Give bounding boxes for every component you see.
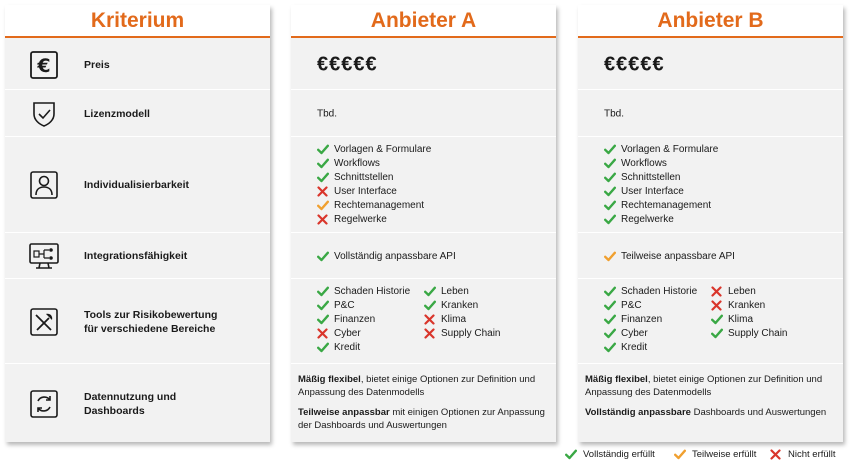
provider-a-customization-cell xyxy=(291,138,556,233)
legend-partial-label: Teilweise erfüllt xyxy=(692,449,757,460)
check-full-icon xyxy=(604,314,621,325)
customization-list xyxy=(317,142,431,226)
list-item-label: Regelwerke xyxy=(334,213,387,225)
list-item xyxy=(317,284,410,298)
data-paragraph-2 xyxy=(585,406,837,419)
list-item xyxy=(711,312,787,326)
criterion-label: Integrationsfähigkeit xyxy=(84,249,188,262)
check-full-icon xyxy=(604,342,621,353)
criterion-label-line1: Datennutzung und xyxy=(84,390,177,403)
data-paragraph-2-text: mit einigen Optionen zur Anpassung der Dashboards und Auswertungen xyxy=(298,407,545,432)
cross-icon xyxy=(317,186,334,197)
criterion-label: Lizenzmodell xyxy=(84,107,150,120)
check-full-icon xyxy=(604,214,621,225)
data-paragraph-1-bold: Mäßig flexibel xyxy=(298,374,361,385)
list-item xyxy=(604,212,718,226)
check-full-icon xyxy=(604,158,621,169)
cross-icon xyxy=(711,300,728,311)
tools-list-left xyxy=(317,284,410,354)
list-item xyxy=(711,298,787,312)
check-full-icon xyxy=(317,158,334,169)
list-item-label: P&C xyxy=(621,299,642,311)
criterion-row-license xyxy=(5,91,270,137)
list-item-label: Supply Chain xyxy=(728,327,788,339)
list-item xyxy=(711,326,787,340)
cross-icon xyxy=(317,328,334,339)
list-item xyxy=(604,312,697,326)
list-item-label: User Interface xyxy=(621,185,684,197)
legend-partial xyxy=(674,449,756,460)
cross-icon xyxy=(424,328,441,339)
list-item-label: Finanzen xyxy=(334,313,376,325)
criterion-label: Preis xyxy=(84,58,110,71)
criterion-column xyxy=(5,5,270,442)
data-paragraph-2-text: Dashboards und Auswertungen xyxy=(690,407,827,418)
license-value: Tbd. xyxy=(317,108,338,119)
check-full-icon xyxy=(317,144,334,155)
list-item xyxy=(317,340,410,354)
tools-list-left xyxy=(604,284,697,354)
list-item xyxy=(317,142,431,156)
criterion-row-customization xyxy=(5,138,270,233)
provider-b-header: Anbieter B xyxy=(578,5,843,38)
price-value: €€€€€ xyxy=(317,53,378,75)
list-item-label: Vorlagen & Formulare xyxy=(621,143,719,155)
license-value: Tbd. xyxy=(604,108,625,119)
list-item xyxy=(604,156,718,170)
list-item xyxy=(604,340,697,354)
legend-none xyxy=(770,449,836,460)
list-item-label: Klima xyxy=(728,313,754,325)
list-item xyxy=(604,298,697,312)
check-full-icon xyxy=(604,286,621,297)
list-item xyxy=(317,156,431,170)
list-item-label: Kredit xyxy=(334,341,361,353)
data-paragraph-1-text: , bietet einige Optionen zur Definition und Anpassung des Datenmodells xyxy=(585,374,823,399)
provider-b-column xyxy=(578,5,843,442)
provider-b-data-cell xyxy=(578,365,843,442)
provider-b-license-cell xyxy=(578,91,843,137)
provider-a-column xyxy=(291,5,556,442)
criterion-label xyxy=(84,307,217,335)
list-item xyxy=(424,298,500,312)
check-full-icon xyxy=(604,300,621,311)
criterion-row-price xyxy=(5,40,270,90)
list-item-label: Schnittstellen xyxy=(334,171,394,183)
criterion-label-line1: Tools zur Risikobewertung xyxy=(84,308,218,321)
tools-list-right xyxy=(711,284,787,340)
list-item-label: Klima xyxy=(441,313,467,325)
legend-full xyxy=(565,449,655,460)
data-paragraph-2-bold: Vollständig anpassbare xyxy=(585,407,691,418)
provider-b-customization-cell xyxy=(578,138,843,233)
list-item xyxy=(317,184,431,198)
check-full-icon xyxy=(604,200,621,211)
list-item xyxy=(604,284,697,298)
data-paragraph-1-bold: Mäßig flexibel xyxy=(585,374,648,385)
criterion-label-line2: Dashboards xyxy=(84,404,145,417)
shield-check-icon xyxy=(27,98,61,130)
list-item xyxy=(424,284,500,298)
list-item-label: Cyber xyxy=(334,327,361,339)
check-partial-icon xyxy=(317,200,334,211)
check-full-icon xyxy=(317,300,334,311)
list-item-label: Schaden Historie xyxy=(621,285,698,297)
cross-icon xyxy=(711,286,728,297)
list-item xyxy=(317,298,410,312)
list-item-label: Finanzen xyxy=(621,313,663,325)
svg-text:€: € xyxy=(37,54,51,77)
list-item-label: Kranken xyxy=(441,299,479,311)
list-item-label: Schaden Historie xyxy=(334,285,411,297)
refresh-circle-icon xyxy=(27,388,61,420)
check-full-icon xyxy=(317,314,334,325)
list-item xyxy=(604,184,718,198)
list-item-label: User Interface xyxy=(334,185,397,197)
provider-a-license-cell xyxy=(291,91,556,137)
list-item-label: Rechtemanagement xyxy=(334,199,425,211)
data-paragraph-1 xyxy=(298,373,550,399)
monitor-network-icon xyxy=(27,240,61,272)
provider-a-header: Anbieter A xyxy=(291,5,556,38)
check-partial-icon xyxy=(604,251,621,262)
list-item xyxy=(424,326,500,340)
list-item xyxy=(424,312,500,326)
cross-icon xyxy=(317,214,334,225)
provider-b-price-cell xyxy=(578,40,843,90)
check-full-icon xyxy=(711,314,728,325)
check-full-icon xyxy=(711,328,728,339)
list-item-label: Workflows xyxy=(621,157,667,169)
check-full-icon xyxy=(604,144,621,155)
list-item xyxy=(604,142,718,156)
list-item-label: Vollständig anpassbare API xyxy=(334,250,456,262)
provider-a-tools-cell xyxy=(291,280,556,364)
list-item-label: Schnittstellen xyxy=(621,171,681,183)
check-full-icon xyxy=(424,286,441,297)
list-item-label: Leben xyxy=(441,285,469,297)
check-full-icon xyxy=(604,172,621,183)
provider-b-tools-cell xyxy=(578,280,843,364)
list-item-label: Kranken xyxy=(728,299,766,311)
criterion-row-integration xyxy=(5,234,270,279)
criterion-label xyxy=(84,389,176,417)
check-full-icon xyxy=(565,449,583,460)
data-paragraph-1 xyxy=(585,373,837,399)
cross-icon xyxy=(770,449,788,460)
list-item-label: Kredit xyxy=(621,341,648,353)
legend-full-label: Vollständig erfüllt xyxy=(583,449,655,460)
list-item xyxy=(604,249,735,263)
cross-icon xyxy=(424,314,441,325)
list-item xyxy=(317,212,431,226)
check-full-icon xyxy=(317,342,334,353)
provider-a-data-cell xyxy=(291,365,556,442)
data-paragraph-1-text: , bietet einige Optionen zur Definition und Anpassung des Datenmodells xyxy=(298,374,536,399)
user-screen-icon xyxy=(27,169,61,201)
check-partial-icon xyxy=(674,449,692,460)
list-item xyxy=(317,170,431,184)
tools-icon xyxy=(27,306,61,338)
list-item xyxy=(317,312,410,326)
list-item-label: Rechtemanagement xyxy=(621,199,712,211)
check-full-icon xyxy=(604,328,621,339)
legend-none-label: Nicht erfüllt xyxy=(788,449,836,460)
list-item xyxy=(317,198,431,212)
criterion-row-tools xyxy=(5,280,270,364)
list-item-label: Cyber xyxy=(621,327,648,339)
check-full-icon xyxy=(317,251,334,262)
list-item-label: Workflows xyxy=(334,157,380,169)
list-item-label: P&C xyxy=(334,299,355,311)
provider-b-integration-cell xyxy=(578,234,843,279)
criterion-label-line2: für verschiedene Bereiche xyxy=(84,322,216,335)
list-item-label: Vorlagen & Formulare xyxy=(334,143,432,155)
list-item xyxy=(317,326,410,340)
check-full-icon xyxy=(424,300,441,311)
euro-icon xyxy=(27,49,61,81)
list-item xyxy=(604,170,718,184)
integration-list xyxy=(604,249,735,263)
data-paragraph-2 xyxy=(298,406,550,432)
check-full-icon xyxy=(317,172,334,183)
list-item xyxy=(711,284,787,298)
customization-list xyxy=(604,142,718,226)
list-item-label: Leben xyxy=(728,285,756,297)
list-item-label: Supply Chain xyxy=(441,327,501,339)
integration-list xyxy=(317,249,456,263)
provider-a-integration-cell xyxy=(291,234,556,279)
data-paragraph-2-bold: Teilweise anpassbar xyxy=(298,407,390,418)
list-item-label: Teilweise anpassbare API xyxy=(621,250,735,262)
list-item xyxy=(317,249,456,263)
check-full-icon xyxy=(604,186,621,197)
list-item-label: Regelwerke xyxy=(621,213,674,225)
criterion-header: Kriterium xyxy=(5,5,270,38)
provider-a-price-cell xyxy=(291,40,556,90)
price-value: €€€€€ xyxy=(604,53,665,75)
criterion-row-data xyxy=(5,365,270,442)
list-item xyxy=(604,198,718,212)
tools-list-right xyxy=(424,284,500,340)
criterion-label: Individualisierbarkeit xyxy=(84,178,190,191)
check-full-icon xyxy=(317,286,334,297)
list-item xyxy=(604,326,697,340)
